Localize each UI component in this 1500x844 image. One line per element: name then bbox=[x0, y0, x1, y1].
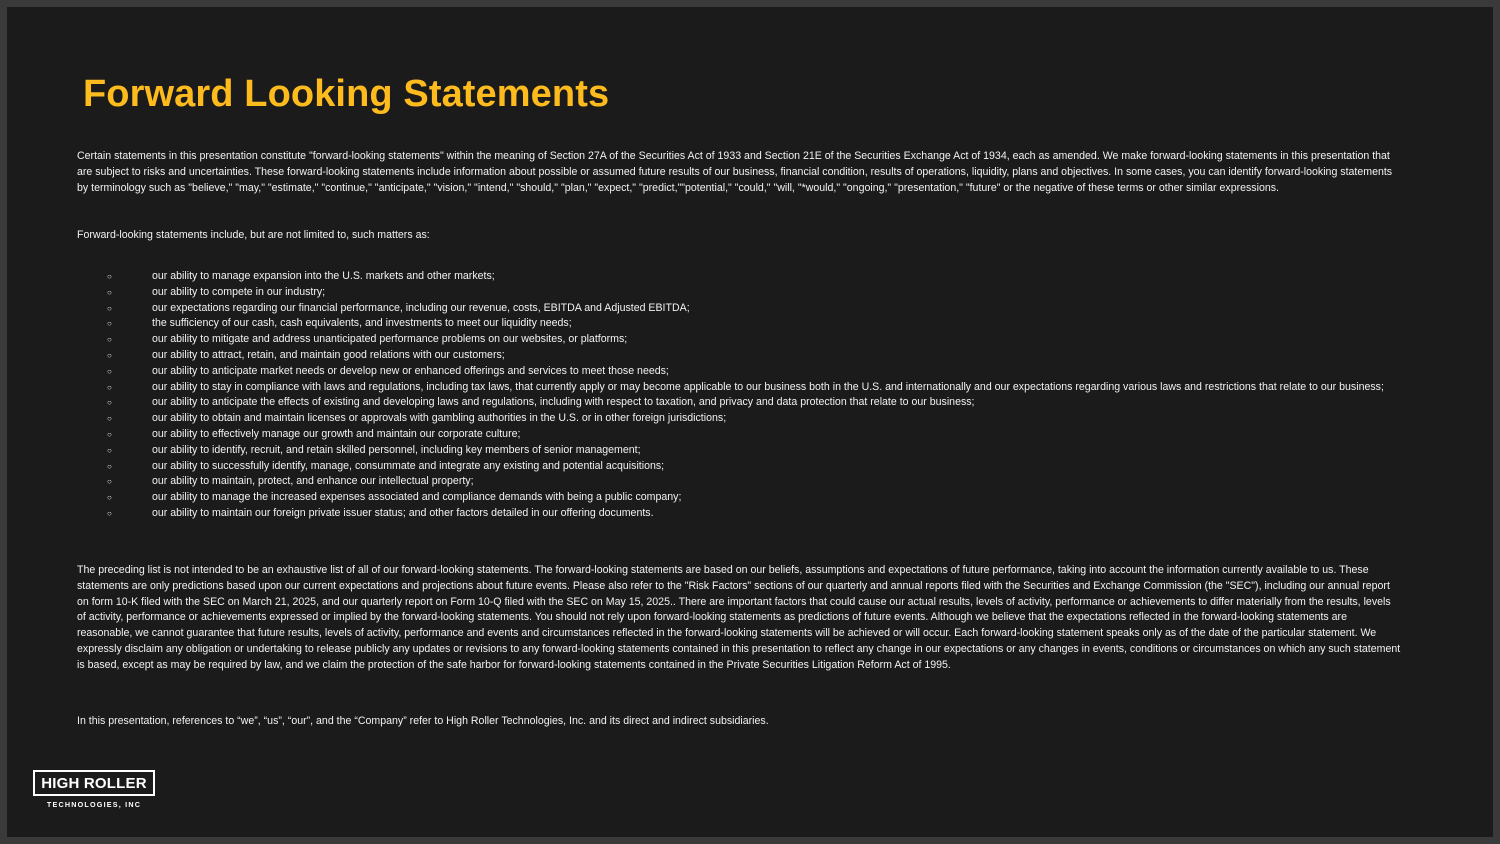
bullet-text: our expectations regarding our financial performance, including our revenue, costs, EBITDA and Adjusted EBITDA; bbox=[152, 301, 690, 314]
bullet-item bbox=[77, 427, 1402, 443]
references-paragraph: In this presentation, references to “we”, “us”, “our”, and the “Company” refer to High Roller Technologies, Inc. and its direct and indirect subsidiaries. bbox=[77, 715, 769, 727]
bullet-text: our ability to anticipate market needs or develop new or enhanced offerings and services to meet those needs; bbox=[152, 364, 669, 377]
bullet-text: our ability to effectively manage our growth and maintain our corporate culture; bbox=[152, 427, 521, 440]
bullet-circle-icon: ○ bbox=[107, 366, 112, 376]
bullet-text: our ability to attract, retain, and maintain good relations with our customers; bbox=[152, 348, 505, 361]
bullet-item bbox=[77, 506, 1402, 522]
logo-subtitle: TECHNOLOGIES, INC bbox=[46, 800, 142, 809]
closing-paragraph: The preceding list is not intended to be an exhaustive list of all of our forward-looking statements. The forward-looking statements are based on our beliefs, assumptions and expectations of future performance, taking into account the information currently available to us. These statements are only predictions based upon our current expectations and projections about future events. Please also refer to the "Risk Factors" sections of our quarterly and annual reports filed with the Securities and Exchange Commission (the "SEC"), including our annual report on form 10-K filed with the SEC on March 21, 2025, and our quarterly report on Form 10-Q filed with the SEC on May 15, 2025.. There are important factors that could cause our actual results, levels of activity, performance or achievements to differ materially from the results, levels of activity, performance or achievements expressed or implied by the forward-looking statements. You should not rely upon forward-looking statements as predictions of future events. Although we believe that the expectations reflected in the forward-looking statements are reasonable, we cannot guarantee that future results, levels of activity, performance and events and circumstances reflected in the forward-looking statements will be achieved or will occur. Each forward-looking statement speaks only as of the date of the particular statement. We expressly disclaim any obligation or undertaking to release publicly any updates or revisions to any forward-looking statements contained in this presentation to reflect any change in our expectations or any changes in events, conditions or circumstances on which any such statement is based, except as may be required by law, and we claim the protection of the safe harbor for forward-looking statements contained in the Private Securities Litigation Reform Act of 1995. bbox=[77, 564, 1401, 671]
bullet-circle-icon: ○ bbox=[107, 319, 112, 329]
bullet-circle-icon: ○ bbox=[107, 414, 112, 424]
bullet-item bbox=[77, 380, 1402, 396]
bullet-circle-icon: ○ bbox=[107, 382, 112, 392]
bullet-circle-icon: ○ bbox=[107, 398, 112, 408]
bullet-text: our ability to maintain our foreign private issuer status; and other factors detailed in our offering documents. bbox=[152, 506, 654, 519]
bullet-circle-icon: ○ bbox=[107, 335, 112, 345]
bullet-text: our ability to maintain, protect, and enhance our intellectual property; bbox=[152, 475, 474, 488]
bullet-item bbox=[77, 459, 1402, 475]
bullet-circle-icon: ○ bbox=[107, 272, 112, 281]
bullet-circle-icon: ○ bbox=[107, 461, 112, 471]
bullet-circle-icon: ○ bbox=[107, 445, 112, 455]
logo-wordmark: HIGH ROLLER bbox=[33, 770, 155, 796]
bullet-text: our ability to stay in compliance with laws and regulations, including tax laws, that currently apply or may become applicable to our business both in the U.S. and internationally and our expectations regarding various laws and restrictions that relate to our business; bbox=[152, 380, 1384, 393]
company-logo bbox=[33, 770, 155, 809]
bullet-circle-icon: ○ bbox=[107, 493, 112, 503]
intro-paragraph: Certain statements in this presentation constitute "forward-looking statements" within the meaning of Section 27A of the Securities Act of 1933 and Section 21E of the Securities Exchange Act of 1934, each as amended. We make forward-looking statements in this presentation that are subject to risks and uncertainties. These forward-looking statements include information about possible or assumed future results of our business, financial condition, results of operations, liquidity, plans and objectives. In some cases, you can identify forward-looking statements by terminology such as "believe," "may," "estimate," "continue," "anticipate," "vision," "intend," "should," "plan," "expect," "predict,""potential," "could," "will, "*would," "ongoing," "presentation," "future" or the negative of these terms or other similar expressions. bbox=[77, 150, 1393, 194]
bullet-item bbox=[77, 490, 1402, 506]
bullet-item bbox=[77, 474, 1402, 490]
bullet-text: our ability to manage expansion into the U.S. markets and other markets; bbox=[152, 270, 495, 282]
slide bbox=[7, 7, 1493, 837]
bullet-item bbox=[77, 332, 1402, 348]
bullet-text: our ability to manage the increased expenses associated and compliance demands with being a public company; bbox=[152, 491, 682, 504]
bullet-item bbox=[77, 316, 1402, 332]
bullet-circle-icon: ○ bbox=[107, 303, 112, 313]
bullet-text: our ability to compete in our industry; bbox=[152, 285, 326, 298]
bullet-text: our ability to anticipate the effects of existing and developing laws and regulations, including with respect to taxation, and privacy and data protection that relate to our business; bbox=[152, 396, 975, 409]
bullet-item bbox=[77, 301, 1402, 317]
bullet-circle-icon: ○ bbox=[107, 287, 112, 297]
bullet-item bbox=[77, 348, 1402, 364]
page-title: Forward Looking Statements bbox=[83, 73, 610, 115]
bullet-text: our ability to successfully identify, manage, consummate and integrate any existing and potential acquisitions; bbox=[152, 459, 665, 472]
bullet-text: our ability to identify, recruit, and retain skilled personnel, including key members of senior management; bbox=[152, 443, 641, 456]
bullet-item bbox=[77, 269, 1402, 285]
bullet-text: our ability to obtain and maintain licenses or approvals with gambling authorities in the U.S. or in other foreign jurisdictions; bbox=[152, 412, 727, 425]
bullet-item bbox=[77, 411, 1402, 427]
bullet-item bbox=[77, 364, 1402, 380]
bullet-circle-icon: ○ bbox=[107, 508, 112, 518]
bullet-text: the sufficiency of our cash, cash equivalents, and investments to meet our liquidity needs; bbox=[152, 317, 572, 330]
bullet-item bbox=[77, 285, 1402, 301]
bullet-text: our ability to mitigate and address unanticipated performance problems on our websites, or platforms; bbox=[152, 333, 628, 346]
include-lead-text: Forward-looking statements include, but are not limited to, such matters as: bbox=[77, 229, 430, 241]
bullet-list bbox=[77, 269, 1402, 522]
bullet-item bbox=[77, 395, 1402, 411]
bullet-circle-icon: ○ bbox=[107, 429, 112, 439]
bullet-circle-icon: ○ bbox=[107, 477, 112, 487]
bullet-item bbox=[77, 443, 1402, 459]
bullet-circle-icon: ○ bbox=[107, 350, 112, 360]
